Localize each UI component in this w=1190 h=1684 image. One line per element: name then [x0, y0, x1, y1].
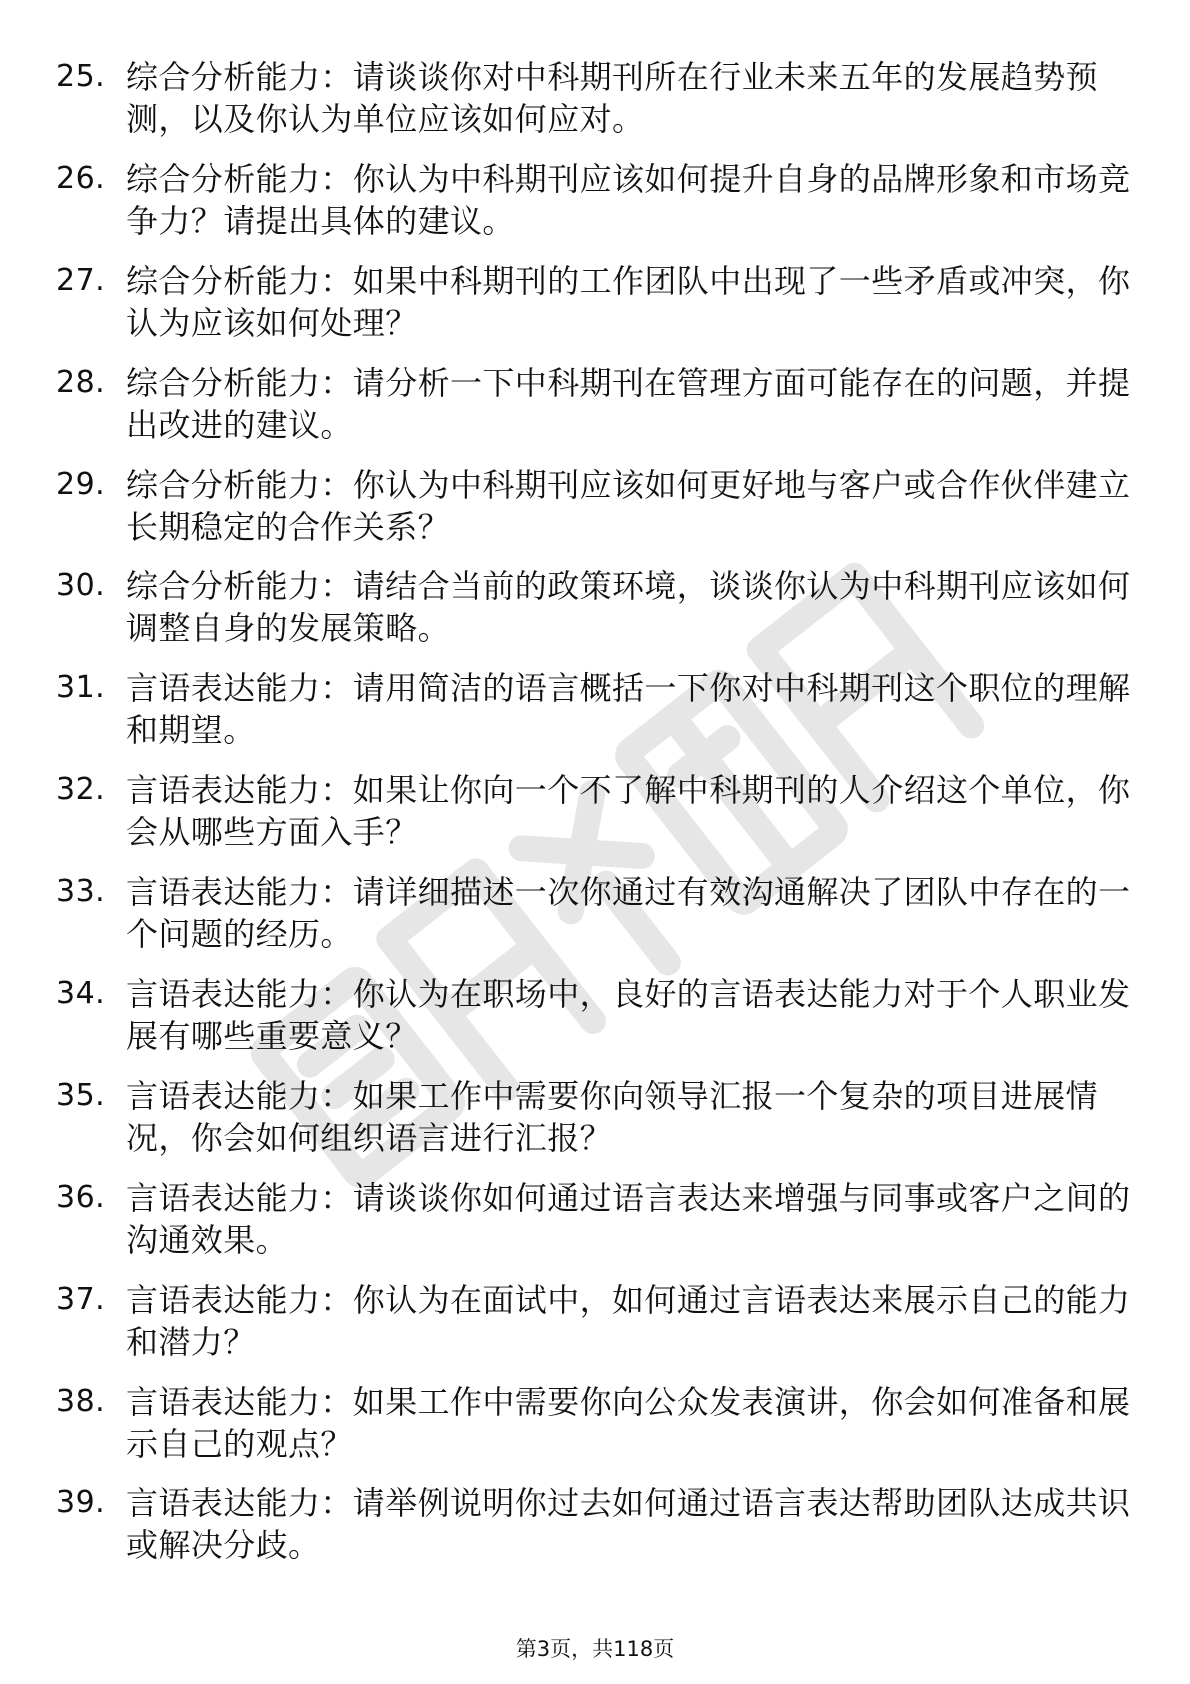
question-number: 35. [56, 1077, 106, 1113]
question-text: 言语表达能力：你认为在面试中，如何通过言语表达来展示自己的能力和潜力？ [126, 1280, 1131, 1361]
question-number: 29. [56, 466, 106, 502]
question-item [0, 1482, 1190, 1584]
question-text: 言语表达能力：请用简洁的语言概括一下你对中科期刊这个职位的理解和期望。 [126, 669, 1131, 750]
question-item [0, 56, 1190, 158]
question-text: 言语表达能力：你认为在职场中，良好的言语表达能力对于个人职业发展有哪些重要意义？ [126, 975, 1131, 1056]
question-text: 言语表达能力：请谈谈你如何通过语言表达来增强与同事或客户之间的沟通效果。 [126, 1178, 1131, 1259]
question-item [0, 464, 1190, 566]
question-number: 32. [56, 772, 106, 808]
question-item [0, 565, 1190, 667]
question-text: 言语表达能力：请详细描述一次你通过有效沟通解决了团队中存在的一个问题的经历。 [126, 873, 1131, 954]
question-text: 言语表达能力：如果工作中需要你向公众发表演讲，你会如何准备和展示自己的观点？ [126, 1382, 1131, 1463]
question-number: 36. [56, 1179, 106, 1215]
question-item [0, 667, 1190, 769]
question-text: 综合分析能力：请结合当前的政策环境，谈谈你认为中科期刊应该如何调整自身的发展策略。 [126, 567, 1131, 648]
question-number: 30. [56, 568, 106, 604]
question-item [0, 973, 1190, 1075]
question-item [0, 769, 1190, 871]
question-item [0, 1177, 1190, 1279]
question-item [0, 871, 1190, 973]
question-item [0, 158, 1190, 260]
question-number: 28. [56, 364, 106, 400]
question-text: 综合分析能力：请分析一下中科期刊在管理方面可能存在的问题，并提出改进的建议。 [126, 363, 1131, 444]
question-number: 27. [56, 262, 106, 298]
question-number: 37. [56, 1281, 106, 1317]
question-number: 31. [56, 670, 106, 706]
question-number: 33. [56, 874, 106, 910]
question-number: 38. [56, 1383, 106, 1419]
question-text: 综合分析能力：你认为中科期刊应该如何提升自身的品牌形象和市场竞争力？请提出具体的建议。 [126, 159, 1131, 240]
question-text: 言语表达能力：如果工作中需要你向领导汇报一个复杂的项目进展情况，你会如何组织语言进行汇报？ [126, 1076, 1099, 1157]
question-item [0, 1381, 1190, 1483]
question-number: 26. [56, 160, 106, 196]
question-number: 39. [56, 1485, 106, 1521]
question-text: 综合分析能力：请谈谈你对中科期刊所在行业未来五年的发展趋势预测，以及你认为单位应该如何应对。 [126, 58, 1099, 138]
question-list [0, 56, 1190, 1584]
page-footer: 第3页，共118页 [515, 1637, 675, 1661]
question-number: 25. [56, 59, 106, 94]
question-item [0, 1075, 1190, 1177]
question-item [0, 362, 1190, 464]
question-text: 言语表达能力：请举例说明你过去如何通过语言表达帮助团队达成共识或解决分歧。 [126, 1484, 1131, 1565]
question-number: 34. [56, 976, 106, 1012]
question-text: 综合分析能力：你认为中科期刊应该如何更好地与客户或合作伙伴建立长期稳定的合作关系？ [126, 465, 1131, 546]
question-item [0, 260, 1190, 362]
question-item [0, 1279, 1190, 1381]
question-text: 言语表达能力：如果让你向一个不了解中科期刊的人介绍这个单位，你会从哪些方面入手？ [126, 771, 1131, 852]
question-text: 综合分析能力：如果中科期刊的工作团队中出现了一些矛盾或冲突，你认为应该如何处理？ [126, 261, 1131, 342]
